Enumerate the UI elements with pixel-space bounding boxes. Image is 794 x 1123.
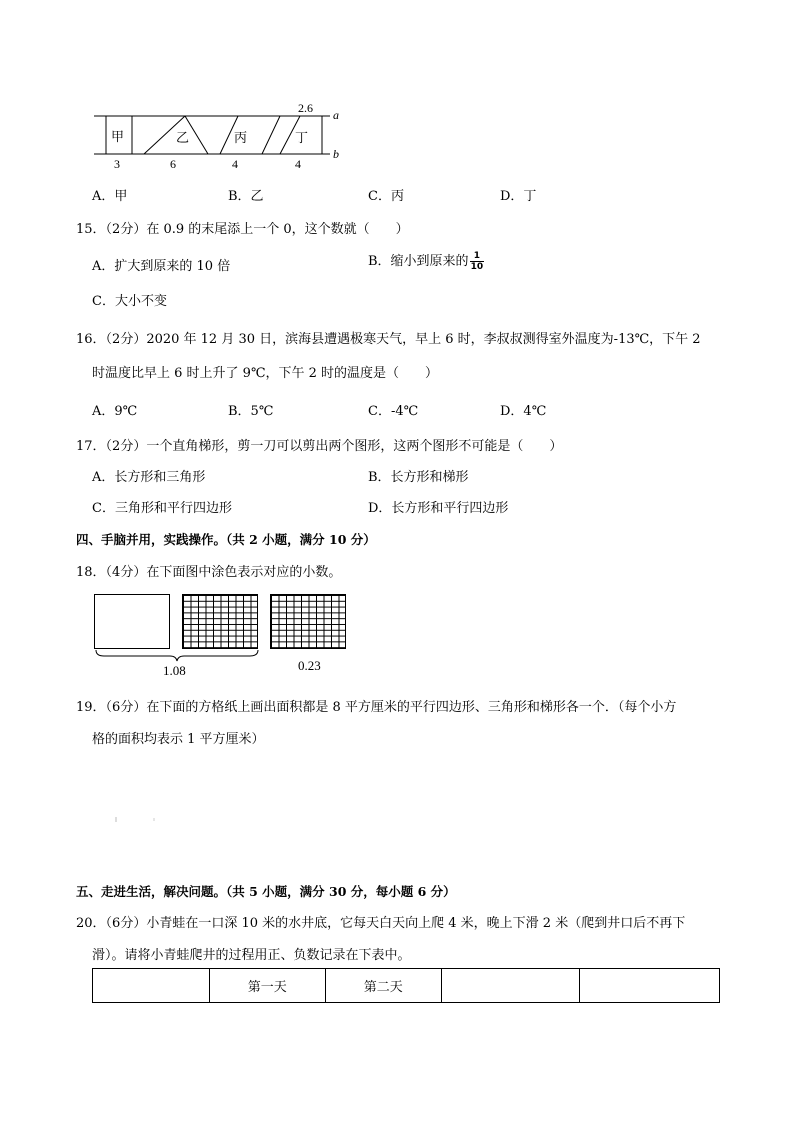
fig-line-a-label: a (333, 108, 339, 122)
q18-label-1: 1.08 (163, 663, 186, 678)
q16-option-b[interactable]: B．5℃ (228, 404, 274, 419)
q15-option-c[interactable]: C．大小不变 (92, 294, 167, 309)
q17-option-b[interactable]: B．长方形和梯形 (368, 470, 469, 485)
fig-shape-yi: 乙 (176, 131, 190, 146)
q18-grid-2[interactable] (270, 594, 346, 649)
q15-option-a[interactable]: A．扩大到原来的 10 倍 (92, 259, 231, 274)
q15-option-b-text: B．缩小到原来的 (368, 254, 469, 269)
q15-stem: 15．（2分）在 0.9 的末尾添上一个 0，这个数就（ ） (76, 222, 409, 237)
q16-option-d[interactable]: D．4℃ (500, 404, 547, 419)
q20-record-table (92, 968, 720, 1003)
q19-stem-line1: 19．（6分）在下面的方格纸上画出面积都是 8 平方厘米的平行四边形、三角形和梯形各一个．（每个小方 (76, 700, 677, 715)
q20-stem-line2: 滑）。请将小青蛙爬井的过程用正、负数记录在下表中。 (92, 948, 411, 963)
table-cell-day2: 第二天 (325, 969, 441, 1003)
q17-option-a[interactable]: A．长方形和三角形 (92, 470, 206, 485)
q18-blank-square[interactable] (94, 594, 170, 649)
fig-shape-bing: 丙 (234, 131, 248, 146)
table-cell-header[interactable] (93, 969, 210, 1003)
fig-shape-jia: 甲 (111, 130, 125, 145)
q18-brace (94, 648, 260, 662)
q16-option-a[interactable]: A．9℃ (92, 404, 138, 419)
q19-stem-line2: 格的面积均表示 1 平方厘米） (92, 732, 265, 747)
q15-fraction (470, 251, 485, 272)
q17-option-c[interactable]: C．三角形和平行四边形 (92, 501, 232, 516)
table-cell-day1: 第一天 (209, 969, 325, 1003)
fig-shape-ding: 丁 (295, 131, 309, 146)
section5-title: 五、走进生活，解决问题。（共 5 小题，满分 30 分，每小题 6 分） (76, 884, 456, 899)
q17-stem: 17．（2分）一个直角梯形，剪一刀可以剪出两个图形，这两个图形不可能是（ ） (76, 439, 563, 454)
fraction-numerator: 1 (470, 251, 485, 262)
fig-bottom-label-4: 4 (295, 157, 301, 170)
q16-stem-line1: 16．（2分）2020 年 12 月 30 日，滨海县遭遇极寒天气，早上 6 时，李叔叔测得室外温度为-13℃，下午 2 (76, 332, 701, 347)
section4-title: 四、手脑并用，实践操作。（共 2 小题，满分 10 分） (76, 532, 376, 547)
fraction-denominator: 10 (470, 262, 484, 272)
q18-label-2: 0.23 (298, 658, 321, 673)
q14-option-d[interactable]: D．丁 (500, 189, 537, 204)
table-cell-blank-1[interactable] (441, 969, 580, 1003)
table-cell-blank-2[interactable] (580, 969, 720, 1003)
q14-figure (90, 100, 350, 170)
fig-bottom-label-3: 4 (232, 157, 238, 170)
fig-bottom-label-1: 3 (114, 157, 120, 170)
q18-grid-1[interactable] (182, 594, 258, 649)
q19-grid-paper-faint[interactable] (110, 815, 170, 825)
table-row (93, 969, 720, 1003)
q17-option-d[interactable]: D．长方形和平行四边形 (368, 501, 509, 516)
q18-stem: 18．（4分）在下面图中涂色表示对应的小数。 (76, 565, 342, 580)
q16-stem-line2: 时温度比早上 6 时上升了 9℃，下午 2 时的温度是（ ） (92, 366, 439, 381)
fig-bottom-label-2: 6 (170, 157, 176, 170)
q14-option-c[interactable]: C．丙 (368, 189, 404, 204)
q15-option-b[interactable] (368, 250, 484, 272)
q14-option-b[interactable]: B．乙 (228, 189, 264, 204)
fig-line-b-label: b (333, 147, 339, 161)
q16-option-c[interactable]: C．-4℃ (368, 404, 419, 419)
fig-top-label: 2.6 (298, 101, 313, 115)
q20-stem-line1: 20．（6分）小青蛙在一口深 10 米的水井底，它每天白天向上爬 4 米，晚上下滑 2 米（爬到井口后不再下 (76, 916, 686, 931)
q14-option-a[interactable]: A．甲 (92, 189, 128, 204)
